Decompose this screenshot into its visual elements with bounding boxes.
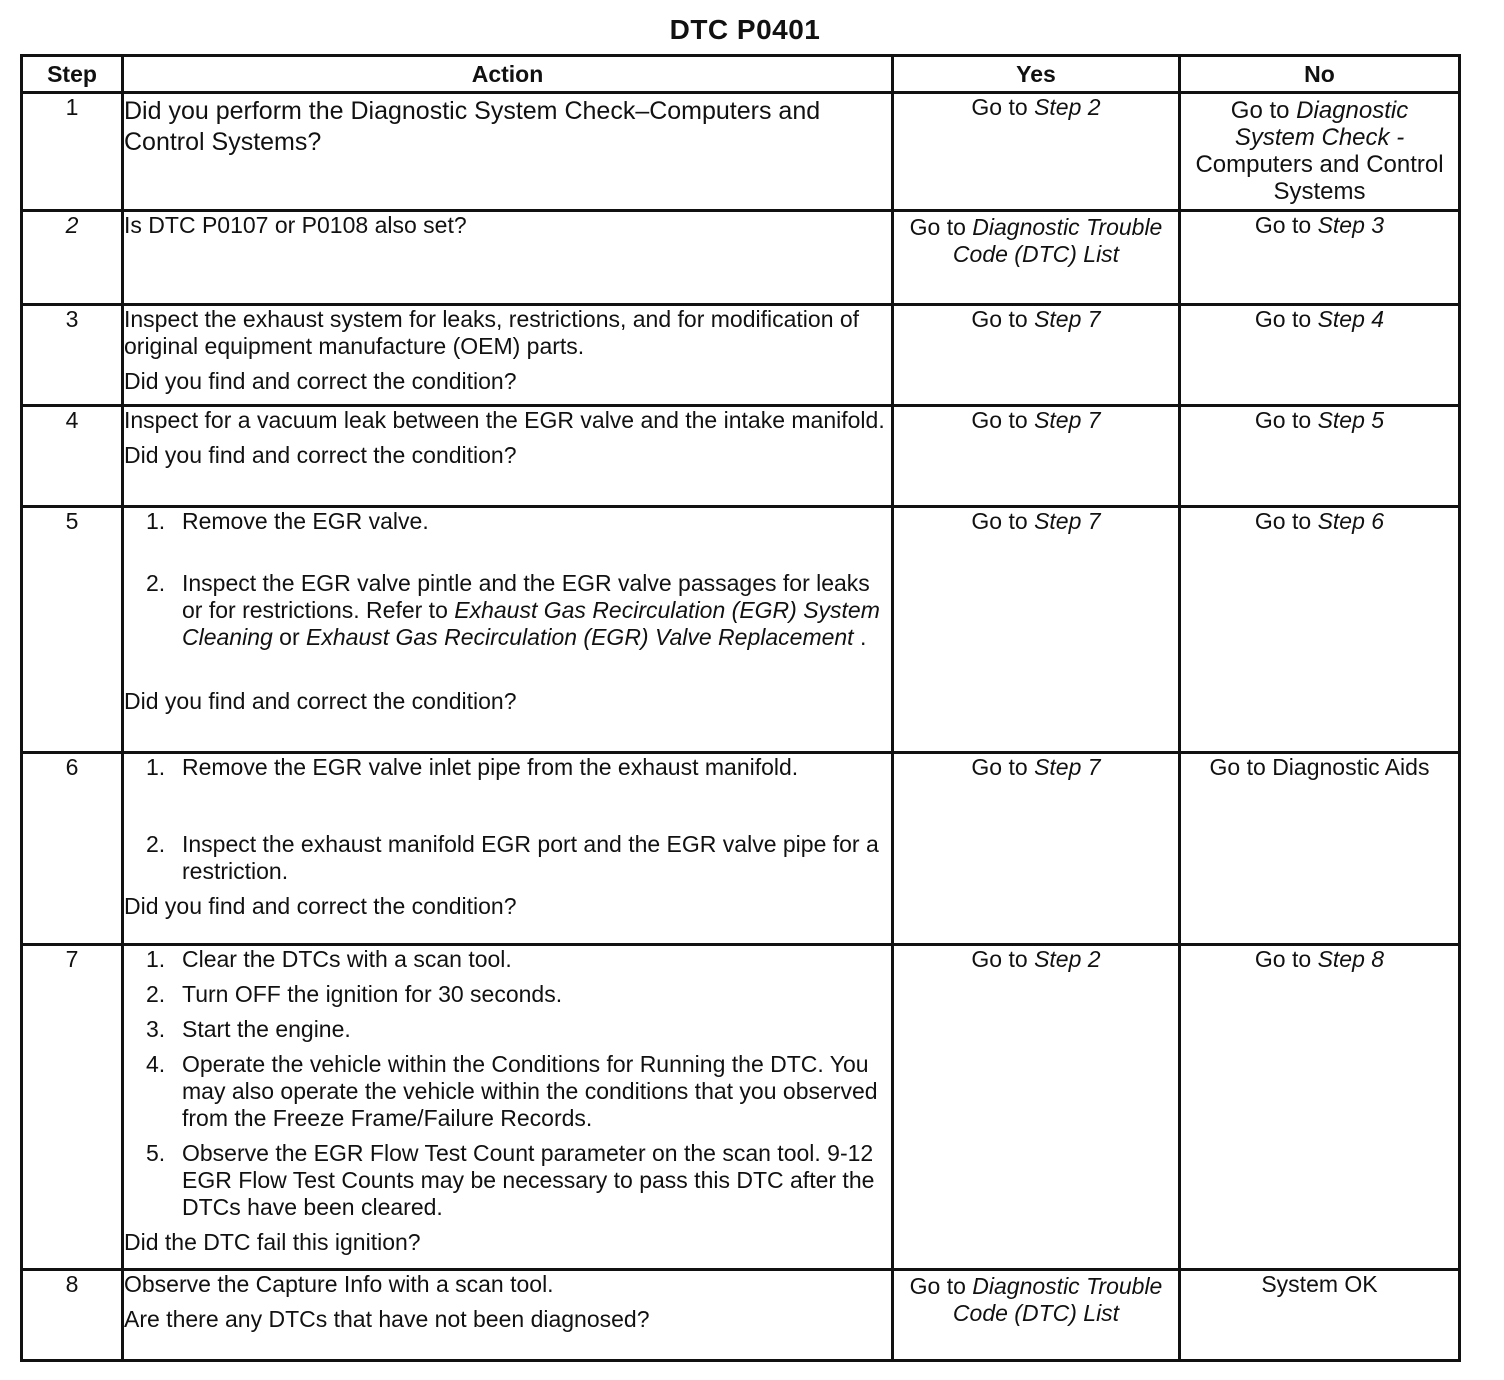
table-row: [22, 1270, 1460, 1361]
no-cell: [1180, 211, 1460, 305]
action-text: Did you perform the Diagnostic System Check–Computers and: [124, 97, 821, 125]
table-row: [22, 406, 1460, 507]
no-cell: [1180, 1270, 1460, 1361]
yes-prefix: Go to: [971, 508, 1035, 534]
step-number: 4: [22, 406, 123, 507]
question-text: Did the DTC fail this ignition?: [124, 1229, 421, 1255]
no-link[interactable]: Step 5: [1317, 407, 1385, 433]
yes-link[interactable]: Step 7: [1034, 306, 1101, 332]
yes-cell: [893, 945, 1180, 1270]
yes-link[interactable]: Step 7: [1034, 508, 1101, 534]
list-item: 1. Remove the EGR valve inlet pipe from the exhaust manifold.: [146, 754, 799, 780]
yes-link[interactable]: Step 7: [1034, 754, 1101, 780]
page-title: DTC P0401: [669, 14, 821, 45]
question-text: Did you find and correct the condition?: [124, 368, 517, 394]
no-prefix: Go to: [1254, 407, 1318, 433]
numbered-list: [124, 754, 891, 885]
yes-prefix: Go to: [909, 214, 973, 240]
action-text: Is DTC P0107 or P0108 also set?: [123, 211, 893, 305]
yes-prefix: Go to: [971, 306, 1035, 332]
no-suffix: Computers and Control Systems: [1195, 151, 1444, 205]
action-cell: [123, 93, 893, 211]
no-prefix: Go to: [1254, 306, 1318, 332]
list-item: 4. Operate the vehicle within the Conditions for Running the DTC. You may also operate the vehicle within the conditions that you observed from the Freeze Frame/Failure Records.: [146, 1051, 878, 1131]
table-row: [22, 211, 1460, 305]
yes-cell: [893, 1270, 1180, 1361]
step-number: 2: [22, 211, 123, 305]
no-prefix: Go to: [1254, 212, 1318, 238]
list-item: 2. Turn OFF the ignition for 30 seconds.: [146, 981, 563, 1007]
table-row: [22, 93, 1460, 211]
no-link[interactable]: Step 4: [1317, 306, 1385, 332]
step-number: 3: [22, 305, 123, 406]
dtc-table: [20, 54, 1461, 1362]
yes-prefix: Go to: [971, 94, 1035, 120]
yes-link[interactable]: Step 7: [1034, 407, 1101, 433]
table-row: [22, 305, 1460, 406]
list-item: 5. Observe the EGR Flow Test Count parameter on the scan tool. 9-12 EGR Flow Test Counts may be necessary to pass this DTC after the DTCs have been cleared.: [146, 1140, 875, 1220]
step-number: 6: [22, 753, 123, 945]
no-text[interactable]: Go to Diagnostic Aids: [1209, 754, 1430, 780]
no-prefix: Go to: [1230, 97, 1297, 124]
numbered-list: [124, 508, 891, 651]
no-link[interactable]: Diagnostic System Check -: [1234, 97, 1409, 151]
list-item: 3. Start the engine.: [146, 1016, 351, 1042]
no-cell: [1180, 93, 1460, 211]
yes-prefix: Go to: [909, 1273, 973, 1299]
yes-prefix: Go to: [971, 946, 1035, 972]
action-text: Control Systems?: [124, 128, 322, 156]
no-text: System OK: [1261, 1271, 1378, 1297]
ref-link[interactable]: Exhaust Gas Recirculation (EGR) Valve Replacement: [306, 624, 854, 650]
step-number: 1: [22, 93, 123, 211]
no-prefix: Go to: [1254, 946, 1318, 972]
no-cell: [1180, 945, 1460, 1270]
action-text: Inspect the exhaust system for leaks, restrictions, and for modification of original equipment manufacture (OEM) parts.: [124, 306, 860, 359]
yes-cell: [893, 406, 1180, 507]
no-cell: [1180, 406, 1460, 507]
action-text: Inspect for a vacuum leak between the EGR valve and the intake manifold.: [124, 407, 885, 433]
yes-cell: [893, 507, 1180, 753]
action-cell: [123, 507, 893, 753]
no-cell: [1180, 507, 1460, 753]
yes-cell: [893, 211, 1180, 305]
yes-cell: [893, 305, 1180, 406]
question-text: Did you find and correct the condition?: [124, 442, 517, 468]
yes-prefix: Go to: [971, 754, 1035, 780]
no-link[interactable]: Step 6: [1317, 508, 1385, 534]
action-cell: [123, 945, 893, 1270]
no-cell: [1180, 305, 1460, 406]
list-item: 1. Clear the DTCs with a scan tool.: [146, 946, 512, 972]
list-item: 2. Inspect the exhaust manifold EGR port and the EGR valve pipe for a restriction.: [146, 831, 879, 884]
yes-cell: [893, 753, 1180, 945]
table-row: [22, 945, 1460, 1270]
question-text: Did you find and correct the condition?: [124, 688, 517, 714]
yes-link[interactable]: Step 2: [1034, 946, 1101, 972]
yes-link[interactable]: Diagnostic Trouble Code (DTC) List: [952, 214, 1163, 267]
action-cell: [123, 406, 893, 507]
no-cell[interactable]: [1180, 753, 1460, 945]
header-action: Action: [123, 56, 893, 93]
yes-link[interactable]: Step 2: [1034, 94, 1101, 120]
header-no: No: [1180, 56, 1460, 93]
header-yes: Yes: [893, 56, 1180, 93]
table-header-row: [22, 56, 1460, 93]
step-number: 7: [22, 945, 123, 1270]
table-row: [22, 753, 1460, 945]
table-row: [22, 507, 1460, 753]
yes-cell: [893, 93, 1180, 211]
question-text: Are there any DTCs that have not been diagnosed?: [124, 1306, 650, 1332]
action-cell: [123, 305, 893, 406]
no-prefix: Go to: [1254, 508, 1318, 534]
no-link[interactable]: Step 8: [1317, 946, 1385, 972]
action-cell: [123, 1270, 893, 1361]
numbered-list: [124, 946, 891, 1221]
yes-link[interactable]: Diagnostic Trouble Code (DTC) List: [952, 1273, 1163, 1326]
header-step: Step: [22, 56, 123, 93]
action-cell: [123, 753, 893, 945]
list-item: 1. Remove the EGR valve.: [146, 508, 429, 534]
question-text: Did you find and correct the condition?: [124, 893, 517, 919]
list-item: 2. Inspect the EGR valve pintle and the EGR valve passages for leaks or for restrictions. Refer to Exhaust Gas Recirculation (EGR) System Cleaning or Exhaust Gas Recirculation (EGR) Valve Replacement .: [146, 570, 880, 650]
step-number: 5: [22, 507, 123, 753]
action-text: Observe the Capture Info with a scan tool.: [124, 1271, 554, 1297]
yes-prefix: Go to: [971, 407, 1035, 433]
no-link[interactable]: Step 3: [1317, 212, 1385, 238]
step-number: 8: [22, 1270, 123, 1361]
ref-link[interactable]: Exhaust Gas Recirculation (EGR) System Cleaning: [182, 597, 880, 650]
